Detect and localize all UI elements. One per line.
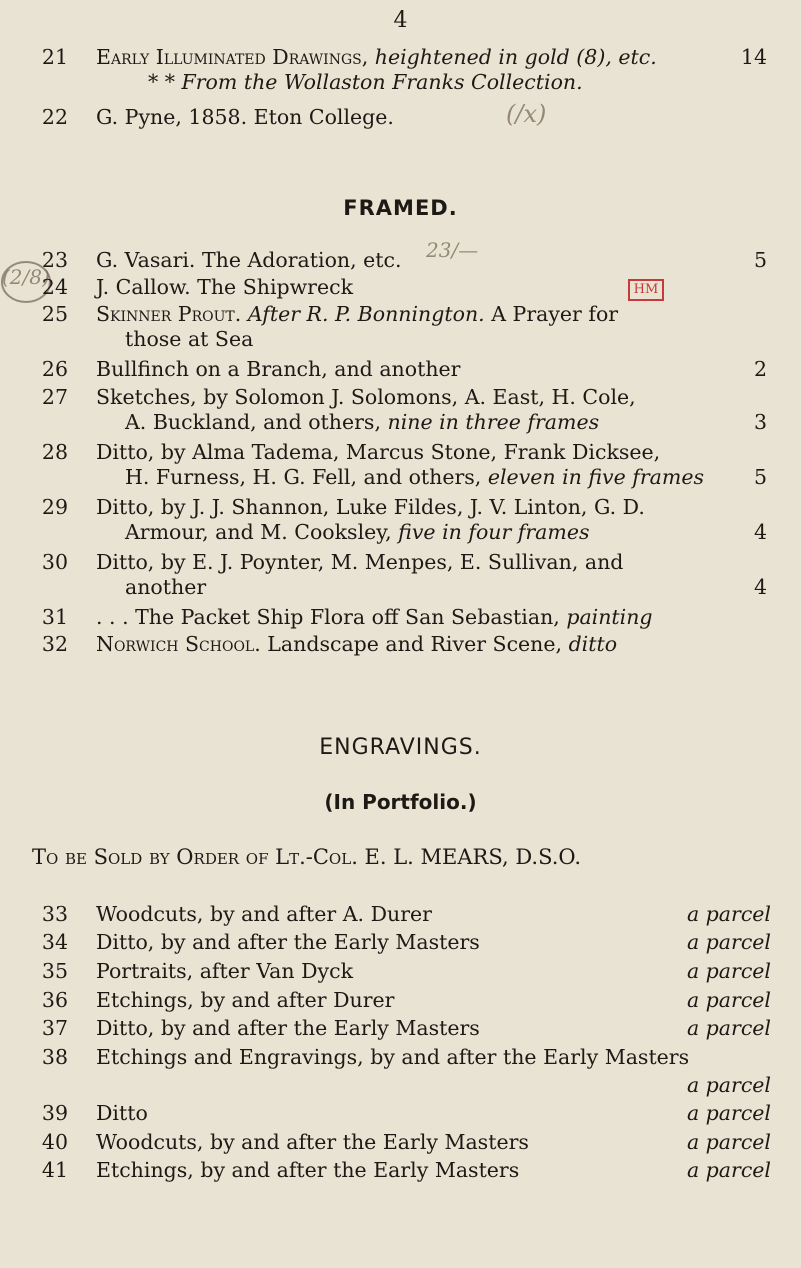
lot-number: 29 xyxy=(41,495,68,519)
lot-count: 4 xyxy=(753,575,767,599)
lot-number: 40 xyxy=(41,1130,68,1154)
lot-text: Woodcuts, by and after A. Durer xyxy=(96,902,432,926)
lot-number: 30 xyxy=(41,550,68,574)
parcel-label: a parcel xyxy=(686,902,771,926)
lot-text: Bullfinch on a Branch, and another xyxy=(96,357,461,381)
lot-number: 26 xyxy=(41,357,68,381)
pencil-annotation: (/x) xyxy=(506,100,547,128)
lot-number: 35 xyxy=(41,959,68,983)
lot-21-provenance: * * From the Wollaston Franks Collection. xyxy=(148,70,583,94)
lot-text: Woodcuts, by and after the Early Masters xyxy=(96,1130,529,1154)
order-line: To be Sold by Order of Lt.-Col. E. L. MEARS, D.S.O. xyxy=(32,845,582,869)
parcel-label: a parcel xyxy=(686,1158,771,1182)
lot-number: 36 xyxy=(41,988,68,1012)
lot-text: Ditto, by and after the Early Masters xyxy=(96,1016,480,1040)
section-heading-engravings: ENGRAVINGS. xyxy=(319,735,482,760)
section-subheading: (In Portfolio.) xyxy=(324,790,477,814)
lot-number: 22 xyxy=(41,105,68,129)
lot-count: 5 xyxy=(753,248,767,272)
lot-number: 24 xyxy=(41,275,68,299)
red-stamp: HM xyxy=(628,279,664,301)
lot-count: 5 xyxy=(753,465,767,489)
catalogue-page: 4 21 Early Illuminated Drawings, heightened in gold (8), etc. 14 * * From the Wollaston Franks Collection. 22 G. Pyne, 1858. Eton College. (/x) FRAMED. 23 G. Vasari. The Adoration, etc. 5 23/— (2/8) 24 J. Callow. The Shipwreck HM 25 Skinner Prout. After R. P. Bonnington. A Prayer for those at Sea 26 Bullfinch on a Branch, and another 2 27 Sketches, by Solomon J. Solomons, A. East, H. Cole, A. Buckland, and others, nine in three frames 3 28 Ditto, by Alma Tadema, Marcus Stone, Frank Dicksee, H. Furness, H. G. Fell, and others, eleven in five frames 5 29 Ditto, by J. J. Shannon, Luke Fildes, J. V. Linton, G. D. Armour, and M. Cooksley, five in four frames 4 30 Ditto, by E. J. Poynter, M. Menpes, E. Sullivan, and another 4 31 . . . The Packet Ship Flora off San Sebastian, painting 32 Norwich School. Landscape and River Scene, ditto ENGRAVINGS. (In Portfolio.) To be Sold by Order of Lt.-Col. E. L. MEARS, D.S.O. 33 Woodcuts, by and after A. Durer a parcel 34 Ditto, by and after the Early Masters a parcel 35 Portraits, after Van Dyck a parcel 36 Etchings, by and after Durer a parcel 37 Ditto, by and after the Early Masters a parcel 38 Etchings and Engravings, by and after the Early Masters a parcel 39 Ditto a parcel 40 Woodcuts, by and after the Early Masters a parcel 41 Etchings, by and after the Early Masters a parcel xyxy=(0,0,801,1268)
pencil-annotation: 23/— xyxy=(426,238,479,262)
lot-text: J. Callow. The Shipwreck xyxy=(96,275,354,299)
lot-count: 2 xyxy=(753,357,767,381)
lot-text: Etchings, by and after Durer xyxy=(96,988,395,1012)
lot-count: 14 xyxy=(740,45,767,69)
lot-text: Ditto, by and after the Early Masters xyxy=(96,930,480,954)
lot-number: 38 xyxy=(41,1045,68,1069)
lot-number: 31 xyxy=(41,605,68,629)
parcel-label: a parcel xyxy=(686,1130,771,1154)
parcel-label: a parcel xyxy=(686,1101,771,1125)
parcel-label: a parcel xyxy=(686,988,771,1012)
lot-text: G. Pyne, 1858. Eton College. xyxy=(96,105,394,129)
lot-text: Portraits, after Van Dyck xyxy=(96,959,353,983)
lot-text: Ditto xyxy=(96,1101,148,1125)
lot-number: 27 xyxy=(41,385,68,409)
lot-count: 3 xyxy=(753,410,767,434)
lot-text: Etchings, by and after the Early Masters xyxy=(96,1158,520,1182)
lot-title: Early Illuminated Drawings, xyxy=(96,45,369,69)
parcel-label: a parcel xyxy=(686,959,771,983)
lot-number: 25 xyxy=(41,302,68,326)
parcel-label: a parcel xyxy=(686,1016,771,1040)
lot-text: G. Vasari. The Adoration, etc. xyxy=(96,248,402,272)
lot-number: 37 xyxy=(41,1016,68,1040)
margin-annotation: (2/8) xyxy=(2,265,50,289)
lot-number: 41 xyxy=(41,1158,68,1182)
lot-number: 28 xyxy=(41,440,68,464)
lot-25-line2: those at Sea xyxy=(125,327,254,351)
lot-description: heightened in gold (8), etc. xyxy=(374,45,657,69)
lot-number: 23 xyxy=(41,248,68,272)
lot-number: 21 xyxy=(41,45,68,69)
parcel-label: a parcel xyxy=(686,930,771,954)
lot-number: 39 xyxy=(41,1101,68,1125)
parcel-label: a parcel xyxy=(686,1073,771,1097)
lot-number: 33 xyxy=(41,902,68,926)
lot-number: 32 xyxy=(41,632,68,656)
section-heading-framed: FRAMED. xyxy=(343,196,458,220)
lot-number: 34 xyxy=(41,930,68,954)
lot-count: 4 xyxy=(753,520,767,544)
page-number: 4 xyxy=(393,8,408,33)
lot-text: Etchings and Engravings, by and after the Early Masters xyxy=(96,1045,690,1069)
